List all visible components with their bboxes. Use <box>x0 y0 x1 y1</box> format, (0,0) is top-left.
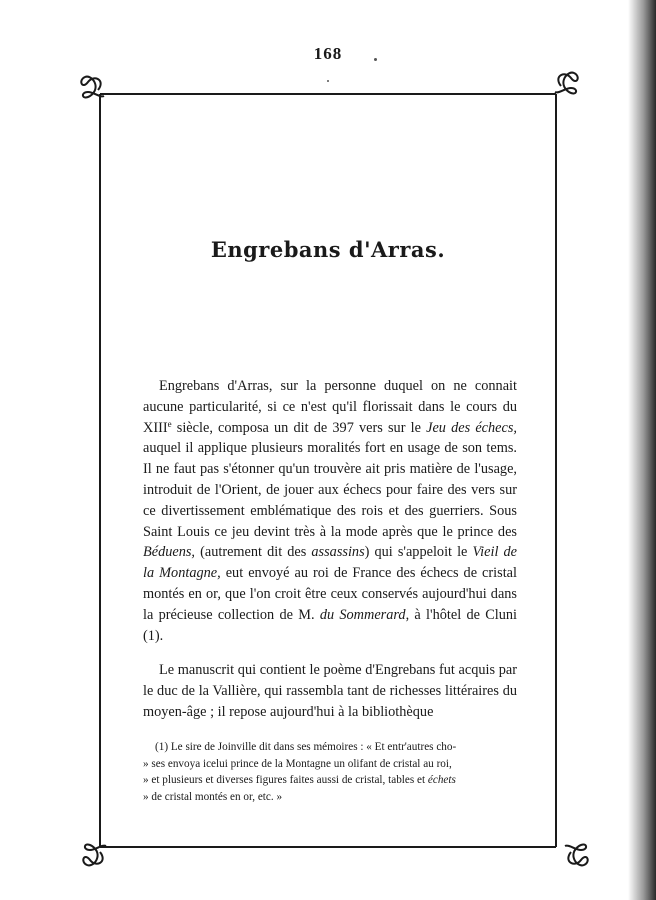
corner-ornament-icon <box>78 840 108 870</box>
italic-term: assassins <box>311 544 365 561</box>
superscript: e <box>167 418 172 429</box>
corner-ornament-icon <box>563 840 593 870</box>
italic-term: Vieil de la Montagne, <box>143 544 517 582</box>
page-number: 168 <box>313 44 343 63</box>
frame-left-rule <box>99 94 101 847</box>
footnote-line: » ses envoya icelui prince de la Montagne un olifant de cristal au roi, <box>143 757 452 770</box>
body-text <box>143 376 517 723</box>
text-run: auquel il applique plusieurs moralités fort en usage de son tems. Il ne faut pas s'étonner qu'un trouvère ait pris matière de l'usage, introduit de l'Orient, de jouer aux échecs pour faire des vers sur ce divertissement emblématique des rois et des guerriers. Sous Saint Louis ce jeu devint très à la mode après que le prince des <box>143 440 517 540</box>
italic-term: échets <box>427 774 456 787</box>
corner-ornament-icon <box>76 72 106 102</box>
text-run: » et plusieurs et diverses figures faites aussi de cristal, tables et <box>143 774 428 787</box>
paragraph-1 <box>143 376 517 646</box>
print-speck <box>374 58 377 61</box>
text-run: ) qui s'appeloit le <box>364 544 473 561</box>
text-run: , à l'hôtel de Cluni (1). <box>143 606 517 644</box>
italic-title: Jeu des échecs, <box>426 419 517 436</box>
footnote-line: » de cristal montés en or, etc. » <box>143 790 283 803</box>
page-edge-shadow <box>628 0 656 900</box>
footnote-line <box>143 772 517 789</box>
text-run: Engrebans d'Arras, sur la personne duquel on ne connait aucune particularité, si ce n'est qu'il florissait dans le cours du XIII <box>143 378 517 436</box>
text-run: (autrement dit des <box>195 544 312 561</box>
italic-name: du Sommerard <box>319 606 406 623</box>
footnote <box>143 739 517 805</box>
frame-right-rule <box>555 94 557 847</box>
paragraph-2: Le manuscrit qui contient le poème d'Engrebans fut acquis par le duc de la Vallière, qui rassembla tant de richesses littéraires du moyen-âge ; il repose aujourd'hui à la bibliothèque <box>143 662 517 720</box>
frame-bottom-rule <box>100 846 556 848</box>
corner-ornament-icon <box>553 68 583 98</box>
chapter-title: Engrebans d'Arras. <box>210 237 446 262</box>
italic-term: Béduens, <box>143 544 196 561</box>
frame-top-rule <box>100 93 556 95</box>
text-run: siècle, composa un dit de 397 vers sur le <box>171 419 427 436</box>
footnote-line: (1) Le sire de Joinville dit dans ses mémoires : « Et entr'autres cho- <box>155 741 457 753</box>
text-run: eut envoyé au roi de France des échecs de cristal montés en or, que l'on croit être ceux conservés aujourd'hui dans la précieuse collection de M. <box>143 565 517 623</box>
print-speck <box>327 80 329 82</box>
